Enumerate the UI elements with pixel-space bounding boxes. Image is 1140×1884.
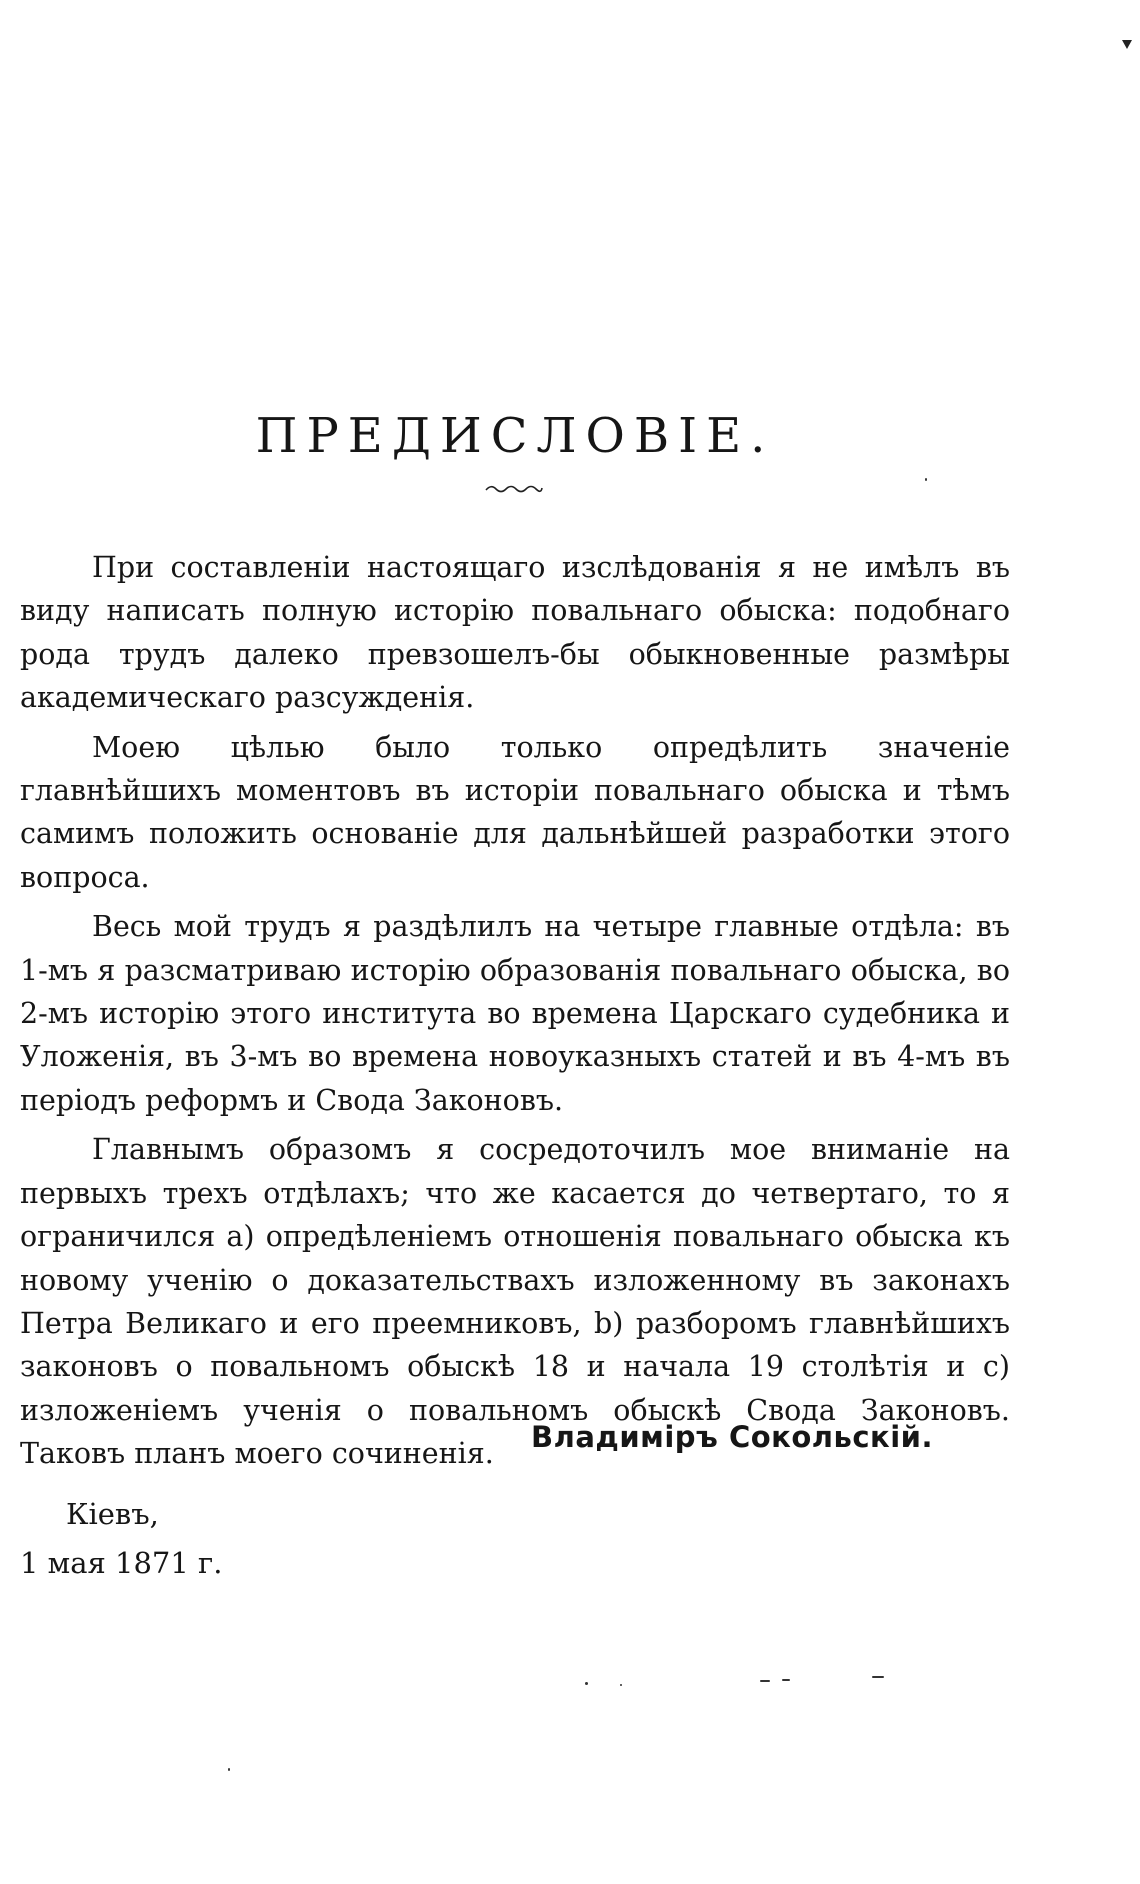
date-line: 1 мая 1871 г. [20, 1546, 223, 1580]
paragraph-3: Весь мой трудъ я раздѣлилъ на четыре главные отдѣла: въ 1-мъ я разсматриваю исторію образованія повальнаго обыска, во 2-мъ исторію этого института во времена Царскаго судебника и Уложенія, въ 3-мъ во времена новоуказныхъ статей и въ 4-мъ въ періодъ реформъ и Свода Законовъ. [20, 910, 1010, 1117]
ink-speck [872, 1676, 884, 1678]
paragraph-1: При составленіи настоящаго изслѣдованія я не имѣлъ въ виду написать полную исторію повальнаго обыска: подобнаго рода трудъ далеко превзошелъ-бы обыкновенные размѣры академическаго разсужденія. [20, 551, 1010, 715]
title-flourish [484, 481, 544, 495]
corner-mark [1122, 40, 1132, 49]
ink-speck [228, 1768, 230, 1771]
ink-speck [585, 1682, 588, 1685]
place-line: Кіевъ, [66, 1497, 159, 1531]
preface-body [20, 546, 1010, 1476]
ink-speck [620, 1684, 622, 1686]
ink-speck [782, 1679, 790, 1681]
ink-speck [760, 1680, 770, 1682]
paragraph-2: Моею цѣлью было только опредѣлить значеніе главнѣйшихъ моментовъ въ исторіи повальнаго обыска и тѣмъ самимъ положить основаніе для дальнѣйшей разработки этого вопроса. [20, 730, 1010, 894]
author-signature: Владиміръ Сокольскій. [531, 1420, 933, 1454]
page-title: ПРЕДИСЛОВІЕ. [255, 408, 775, 465]
ink-speck [925, 478, 927, 481]
paragraph-4: Главнымъ образомъ я сосредоточилъ мое вниманіе на первыхъ трехъ отдѣлахъ; что же касается до четвертаго, то я ограничился a) опредѣленіемъ отношенія повальнаго обыска къ новому ученію о доказательствахъ изложенному въ законахъ Петра Великаго и его преемниковъ, b) разборомъ главнѣйшихъ законовъ о повальномъ обыскѣ 18 и начала 19 столѣтія и c) изложеніемъ ученія о повальномъ обыскѣ Свода Законовъ. Таковъ планъ моего сочиненія. [20, 1133, 1010, 1471]
